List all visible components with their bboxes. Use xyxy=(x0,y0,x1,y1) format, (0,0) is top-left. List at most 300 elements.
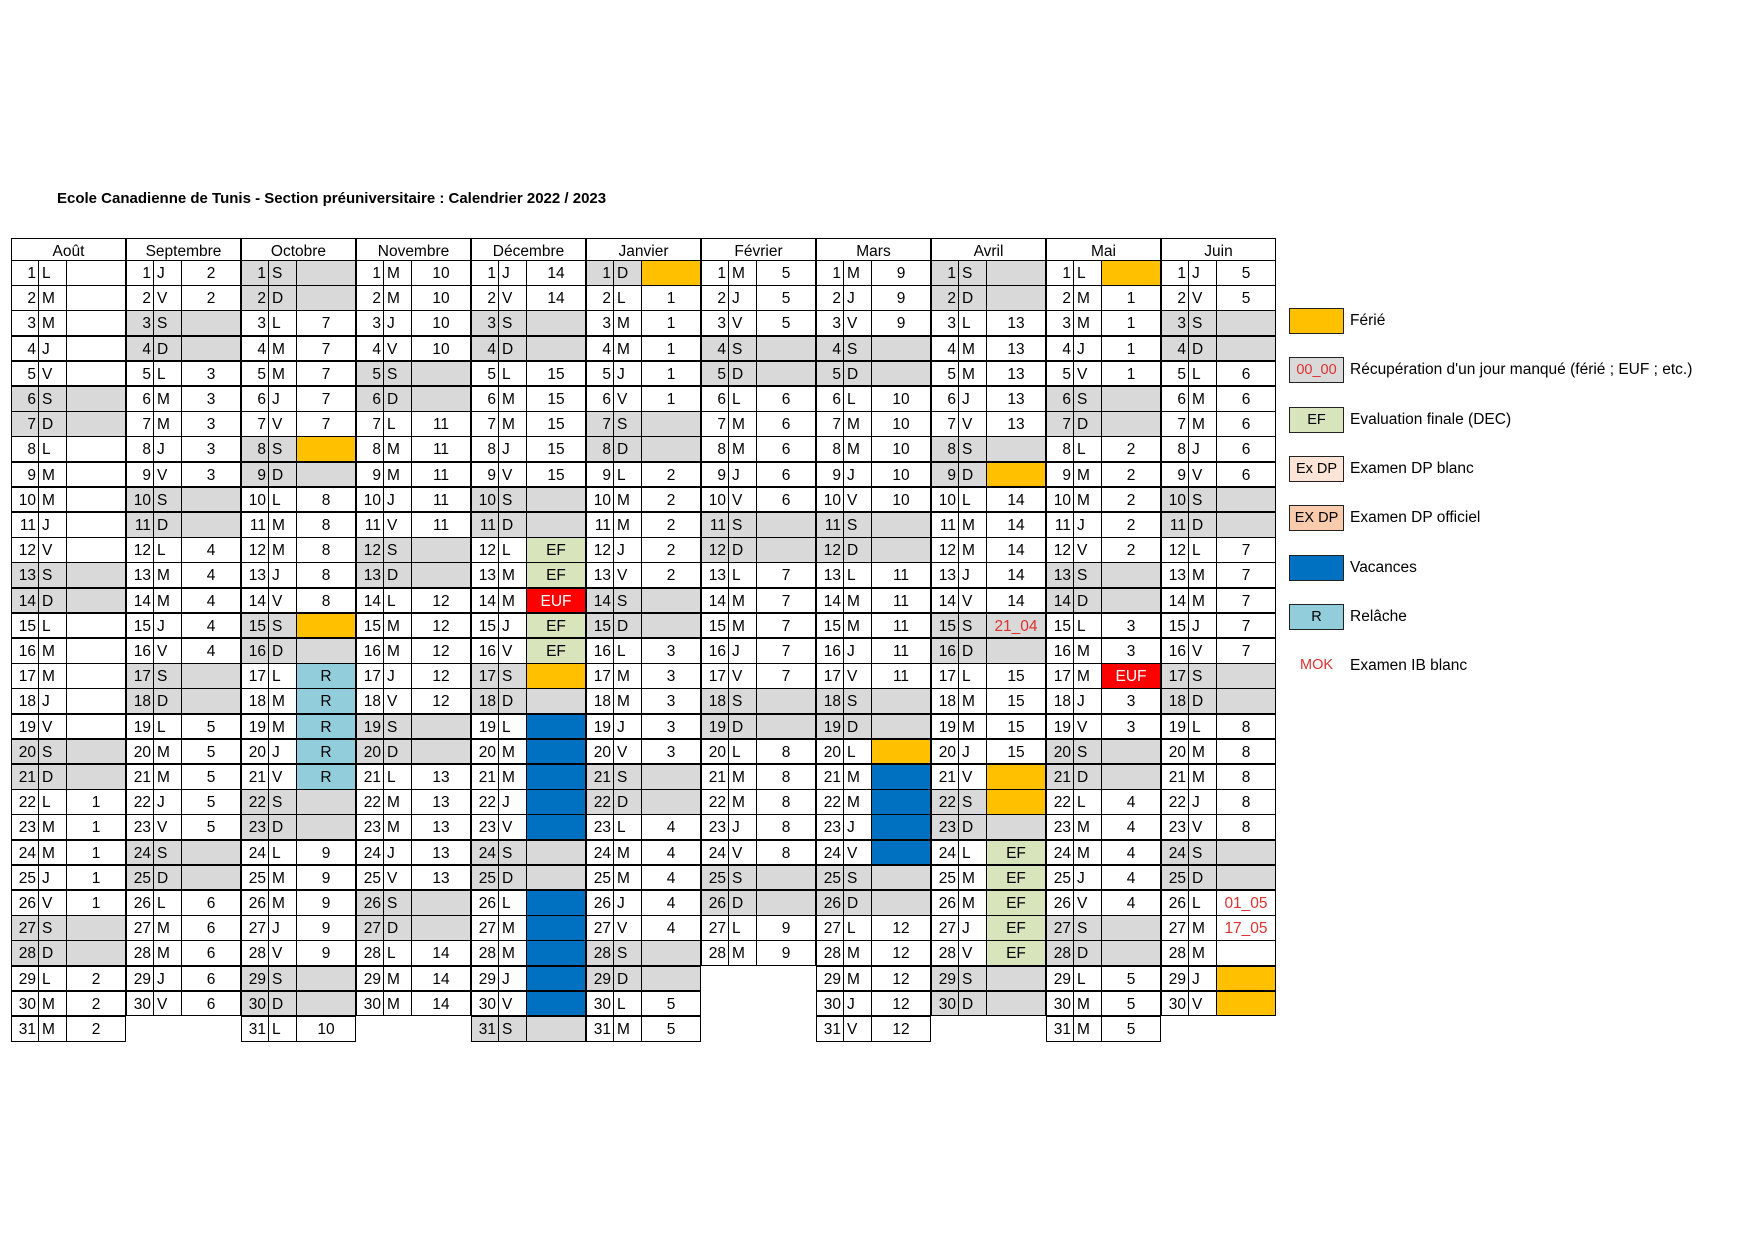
day-row xyxy=(931,715,1046,741)
day-number: 27 xyxy=(126,915,154,941)
day-letter: S xyxy=(153,840,182,866)
cycle-day-cell: 9 xyxy=(756,940,816,966)
day-number: 4 xyxy=(816,336,844,362)
day-letter: D xyxy=(498,688,527,714)
day-row xyxy=(241,967,356,993)
day-row xyxy=(241,337,356,363)
day-letter: D xyxy=(843,537,872,563)
day-number: 10 xyxy=(1161,487,1189,513)
day-row xyxy=(931,286,1046,312)
day-letter: V xyxy=(843,840,872,866)
day-letter: J xyxy=(153,789,182,815)
day-row xyxy=(931,412,1046,438)
day-row xyxy=(701,463,816,489)
day-number: 28 xyxy=(701,940,729,966)
day-number: 31 xyxy=(11,1016,39,1042)
legend-label: Vacances xyxy=(1350,558,1417,576)
day-row xyxy=(356,412,471,438)
cycle-day-cell: 11 xyxy=(871,588,931,614)
day-number: 10 xyxy=(356,487,384,513)
day-number: 29 xyxy=(241,966,269,992)
day-row xyxy=(931,841,1046,867)
cycle-day-cell xyxy=(526,688,586,714)
day-letter: D xyxy=(383,739,412,765)
month-header: Septembre xyxy=(126,238,241,261)
day-number: 20 xyxy=(471,739,499,765)
day-letter: J xyxy=(153,966,182,992)
day-row xyxy=(471,740,586,766)
day-letter: J xyxy=(613,890,642,916)
day-row xyxy=(1046,1017,1161,1043)
day-letter: M xyxy=(38,310,67,336)
day-number: 20 xyxy=(241,739,269,765)
day-letter: M xyxy=(613,512,642,538)
day-row xyxy=(1161,337,1276,363)
day-row xyxy=(701,715,816,741)
day-row xyxy=(586,715,701,741)
day-number: 13 xyxy=(586,562,614,588)
cycle-day-cell xyxy=(641,966,701,992)
day-number: 4 xyxy=(586,336,614,362)
day-number: 18 xyxy=(1161,688,1189,714)
cycle-day-cell: 9 xyxy=(296,840,356,866)
day-number: 22 xyxy=(471,789,499,815)
day-letter: M xyxy=(728,789,757,815)
day-letter: D xyxy=(498,336,527,362)
day-row xyxy=(241,891,356,917)
cycle-day-cell: 7 xyxy=(756,588,816,614)
day-row xyxy=(1161,412,1276,438)
cycle-day-cell: 3 xyxy=(1101,714,1161,740)
day-row xyxy=(471,488,586,514)
day-number: 4 xyxy=(356,336,384,362)
day-number: 28 xyxy=(931,940,959,966)
cycle-day-cell: 3 xyxy=(181,386,241,412)
day-number: 13 xyxy=(126,562,154,588)
cycle-day-cell xyxy=(641,613,701,639)
day-number: 5 xyxy=(586,361,614,387)
day-letter: M xyxy=(843,940,872,966)
day-letter: L xyxy=(613,991,642,1017)
day-letter: M xyxy=(958,512,987,538)
day-letter: L xyxy=(268,487,297,513)
cycle-day-cell: 3 xyxy=(1101,638,1161,664)
day-row xyxy=(241,463,356,489)
day-number: 4 xyxy=(241,336,269,362)
day-number: 9 xyxy=(1161,462,1189,488)
day-row xyxy=(241,286,356,312)
day-row xyxy=(701,563,816,589)
day-number: 14 xyxy=(1161,588,1189,614)
cycle-day-cell xyxy=(986,285,1046,311)
day-number: 21 xyxy=(1161,764,1189,790)
day-letter: V xyxy=(613,915,642,941)
day-number: 21 xyxy=(241,764,269,790)
cycle-day-cell xyxy=(641,436,701,462)
day-letter: J xyxy=(1188,260,1217,286)
cycle-day-cell: EF xyxy=(986,940,1046,966)
cycle-day-cell xyxy=(526,512,586,538)
day-letter: M xyxy=(38,1016,67,1042)
day-letter: S xyxy=(613,588,642,614)
day-number: 29 xyxy=(356,966,384,992)
day-number: 7 xyxy=(931,411,959,437)
day-row xyxy=(11,261,126,287)
day-number: 24 xyxy=(11,840,39,866)
day-number: 9 xyxy=(931,462,959,488)
cycle-day-cell xyxy=(526,865,586,891)
day-letter: L xyxy=(38,966,67,992)
day-row xyxy=(1161,967,1276,993)
day-row xyxy=(816,715,931,741)
day-letter: D xyxy=(728,361,757,387)
cycle-day-cell: 6 xyxy=(1216,386,1276,412)
day-number: 7 xyxy=(11,411,39,437)
day-row xyxy=(586,1017,701,1043)
day-number: 29 xyxy=(1046,966,1074,992)
day-number: 21 xyxy=(1046,764,1074,790)
cycle-day-cell: 1 xyxy=(66,890,126,916)
cycle-day-cell: 14 xyxy=(986,562,1046,588)
cycle-day-cell xyxy=(66,915,126,941)
day-row xyxy=(126,311,241,337)
cycle-day-cell: EUF xyxy=(526,588,586,614)
cycle-day-cell: 6 xyxy=(181,890,241,916)
day-number: 24 xyxy=(241,840,269,866)
day-letter: V xyxy=(268,940,297,966)
day-letter: L xyxy=(498,890,527,916)
day-number: 20 xyxy=(701,739,729,765)
legend-swatch: MOK xyxy=(1299,657,1334,674)
day-letter: M xyxy=(38,487,67,513)
day-number: 17 xyxy=(701,663,729,689)
cycle-day-cell: 7 xyxy=(1216,588,1276,614)
cycle-day-cell: 4 xyxy=(1101,789,1161,815)
day-letter: M xyxy=(1073,1016,1102,1042)
day-row xyxy=(586,740,701,766)
day-letter: M xyxy=(268,688,297,714)
day-letter: V xyxy=(383,512,412,538)
day-row xyxy=(816,311,931,337)
month-header: Janvier xyxy=(586,238,701,261)
cycle-day-cell xyxy=(66,411,126,437)
day-row xyxy=(1161,538,1276,564)
day-row xyxy=(471,815,586,841)
day-number: 24 xyxy=(126,840,154,866)
day-letter: L xyxy=(613,814,642,840)
day-number: 26 xyxy=(241,890,269,916)
day-letter: D xyxy=(843,361,872,387)
day-number: 7 xyxy=(701,411,729,437)
day-number: 8 xyxy=(1161,436,1189,462)
day-number: 16 xyxy=(241,638,269,664)
day-row xyxy=(816,815,931,841)
day-row xyxy=(586,513,701,539)
cycle-day-cell xyxy=(296,436,356,462)
day-letter: L xyxy=(843,562,872,588)
day-letter: V xyxy=(383,688,412,714)
cycle-day-cell: 8 xyxy=(756,764,816,790)
day-row xyxy=(126,563,241,589)
day-number: 2 xyxy=(1161,285,1189,311)
cycle-day-cell: 7 xyxy=(1216,638,1276,664)
cycle-day-cell xyxy=(871,336,931,362)
cycle-day-cell xyxy=(66,336,126,362)
day-letter: D xyxy=(728,890,757,916)
day-number: 26 xyxy=(586,890,614,916)
day-letter: V xyxy=(153,638,182,664)
day-letter: M xyxy=(1188,562,1217,588)
day-letter: S xyxy=(268,436,297,462)
day-letter: D xyxy=(613,436,642,462)
day-number: 11 xyxy=(241,512,269,538)
day-row xyxy=(126,337,241,363)
day-number: 2 xyxy=(356,285,384,311)
day-letter: M xyxy=(383,285,412,311)
day-row xyxy=(1046,689,1161,715)
cycle-day-cell: 14 xyxy=(411,991,471,1017)
day-number: 29 xyxy=(11,966,39,992)
cycle-day-cell: 7 xyxy=(1216,537,1276,563)
day-row xyxy=(356,815,471,841)
day-number: 17 xyxy=(11,663,39,689)
cycle-day-cell xyxy=(1216,512,1276,538)
day-letter: D xyxy=(613,966,642,992)
day-letter: M xyxy=(958,865,987,891)
day-row xyxy=(586,866,701,892)
day-number: 25 xyxy=(1161,865,1189,891)
cycle-day-cell xyxy=(411,562,471,588)
day-number: 12 xyxy=(931,537,959,563)
cycle-day-cell: R xyxy=(296,714,356,740)
day-row xyxy=(586,286,701,312)
day-number: 15 xyxy=(931,613,959,639)
day-number: 31 xyxy=(586,1016,614,1042)
day-letter: J xyxy=(38,688,67,714)
day-letter: L xyxy=(1188,890,1217,916)
day-letter: S xyxy=(843,865,872,891)
day-letter: J xyxy=(153,436,182,462)
day-number: 18 xyxy=(701,688,729,714)
day-row xyxy=(11,437,126,463)
day-number: 18 xyxy=(586,688,614,714)
day-row xyxy=(1161,815,1276,841)
cycle-day-cell: 13 xyxy=(411,865,471,891)
day-row xyxy=(126,387,241,413)
day-number: 12 xyxy=(1161,537,1189,563)
day-number: 25 xyxy=(586,865,614,891)
cycle-day-cell: 11 xyxy=(871,638,931,664)
day-letter: V xyxy=(38,537,67,563)
cycle-day-cell xyxy=(181,865,241,891)
cycle-day-cell: 9 xyxy=(296,940,356,966)
day-row xyxy=(11,941,126,967)
day-letter: L xyxy=(268,1016,297,1042)
day-number: 30 xyxy=(471,991,499,1017)
day-row xyxy=(471,664,586,690)
day-number: 20 xyxy=(816,739,844,765)
day-number: 18 xyxy=(931,688,959,714)
day-row xyxy=(471,538,586,564)
day-letter: L xyxy=(728,915,757,941)
day-letter: S xyxy=(843,688,872,714)
day-letter: M xyxy=(38,462,67,488)
cycle-day-cell: 2 xyxy=(181,260,241,286)
day-number: 14 xyxy=(1046,588,1074,614)
day-row xyxy=(816,941,931,967)
day-row xyxy=(356,992,471,1018)
day-row xyxy=(816,513,931,539)
day-row xyxy=(471,992,586,1018)
day-number: 18 xyxy=(1046,688,1074,714)
day-row xyxy=(11,689,126,715)
day-row xyxy=(471,412,586,438)
day-row xyxy=(816,967,931,993)
cycle-day-cell: 9 xyxy=(756,915,816,941)
day-row xyxy=(1161,513,1276,539)
day-letter: S xyxy=(1073,915,1102,941)
day-number: 28 xyxy=(1046,940,1074,966)
cycle-day-cell xyxy=(66,310,126,336)
day-number: 20 xyxy=(11,739,39,765)
day-letter: L xyxy=(728,386,757,412)
day-row xyxy=(816,286,931,312)
cycle-day-cell: 10 xyxy=(871,462,931,488)
day-row xyxy=(1161,765,1276,791)
cycle-day-cell xyxy=(871,512,931,538)
day-number: 30 xyxy=(11,991,39,1017)
cycle-day-cell: 2 xyxy=(1101,487,1161,513)
day-row xyxy=(126,639,241,665)
day-number: 5 xyxy=(241,361,269,387)
day-letter: S xyxy=(383,361,412,387)
cycle-day-cell xyxy=(1216,991,1276,1017)
day-row xyxy=(586,790,701,816)
cycle-day-cell xyxy=(871,789,931,815)
day-row xyxy=(931,563,1046,589)
day-row xyxy=(586,387,701,413)
day-number: 18 xyxy=(471,688,499,714)
day-row xyxy=(241,664,356,690)
day-row xyxy=(701,337,816,363)
day-number: 5 xyxy=(701,361,729,387)
day-number: 26 xyxy=(356,890,384,916)
day-number: 6 xyxy=(1161,386,1189,412)
day-number: 2 xyxy=(1046,285,1074,311)
day-row xyxy=(356,337,471,363)
day-row xyxy=(1161,866,1276,892)
day-letter: V xyxy=(843,663,872,689)
day-number: 23 xyxy=(816,814,844,840)
day-number: 27 xyxy=(471,915,499,941)
day-letter: M xyxy=(728,411,757,437)
day-row xyxy=(1046,941,1161,967)
cycle-day-cell xyxy=(66,714,126,740)
cycle-day-cell: 6 xyxy=(181,940,241,966)
day-letter: J xyxy=(498,260,527,286)
cycle-day-cell: 5 xyxy=(641,991,701,1017)
day-letter: M xyxy=(383,436,412,462)
cycle-day-cell xyxy=(1101,588,1161,614)
day-row xyxy=(701,538,816,564)
day-row xyxy=(356,689,471,715)
cycle-day-cell: 10 xyxy=(871,436,931,462)
day-letter: V xyxy=(613,739,642,765)
day-row xyxy=(1046,815,1161,841)
day-letter: J xyxy=(843,285,872,311)
cycle-day-cell: 3 xyxy=(641,663,701,689)
cycle-day-cell xyxy=(756,512,816,538)
day-letter: D xyxy=(958,462,987,488)
day-row xyxy=(701,941,816,967)
cycle-day-cell: 2 xyxy=(641,462,701,488)
day-number: 3 xyxy=(931,310,959,336)
cycle-day-cell: 9 xyxy=(296,915,356,941)
day-number: 11 xyxy=(126,512,154,538)
day-letter: J xyxy=(383,487,412,513)
cycle-day-cell: 8 xyxy=(296,588,356,614)
day-number: 2 xyxy=(126,285,154,311)
month-header: Octobre xyxy=(241,238,356,261)
day-row xyxy=(126,916,241,942)
day-row xyxy=(11,992,126,1018)
cycle-day-cell: 3 xyxy=(181,361,241,387)
day-row xyxy=(11,916,126,942)
day-number: 27 xyxy=(11,915,39,941)
day-row xyxy=(241,740,356,766)
cycle-day-cell xyxy=(1101,411,1161,437)
day-row xyxy=(1046,916,1161,942)
day-number: 3 xyxy=(11,310,39,336)
cycle-day-cell: EUF xyxy=(1101,663,1161,689)
cycle-day-cell xyxy=(66,739,126,765)
day-number: 22 xyxy=(701,789,729,815)
cycle-day-cell xyxy=(756,688,816,714)
day-row xyxy=(471,967,586,993)
day-row xyxy=(931,815,1046,841)
cycle-day-cell xyxy=(411,361,471,387)
day-letter: M xyxy=(1188,940,1217,966)
day-letter: S xyxy=(1073,739,1102,765)
day-letter: M xyxy=(1188,915,1217,941)
cycle-day-cell: 3 xyxy=(641,638,701,664)
day-number: 27 xyxy=(1046,915,1074,941)
day-number: 22 xyxy=(1046,789,1074,815)
day-row xyxy=(931,589,1046,615)
day-number: 11 xyxy=(931,512,959,538)
day-row xyxy=(241,412,356,438)
day-letter: L xyxy=(1073,966,1102,992)
day-letter: S xyxy=(1188,487,1217,513)
cycle-day-cell: 21_04 xyxy=(986,613,1046,639)
day-number: 14 xyxy=(586,588,614,614)
day-number: 5 xyxy=(816,361,844,387)
day-row xyxy=(586,841,701,867)
day-row xyxy=(126,891,241,917)
day-number: 2 xyxy=(11,285,39,311)
day-number: 26 xyxy=(126,890,154,916)
day-letter: M xyxy=(383,789,412,815)
day-row xyxy=(11,790,126,816)
day-letter: M xyxy=(153,411,182,437)
day-number: 11 xyxy=(586,512,614,538)
cycle-day-cell xyxy=(66,638,126,664)
day-number: 8 xyxy=(356,436,384,462)
day-letter: M xyxy=(1188,386,1217,412)
day-letter: M xyxy=(498,411,527,437)
cycle-day-cell: R xyxy=(296,688,356,714)
day-letter: M xyxy=(38,663,67,689)
